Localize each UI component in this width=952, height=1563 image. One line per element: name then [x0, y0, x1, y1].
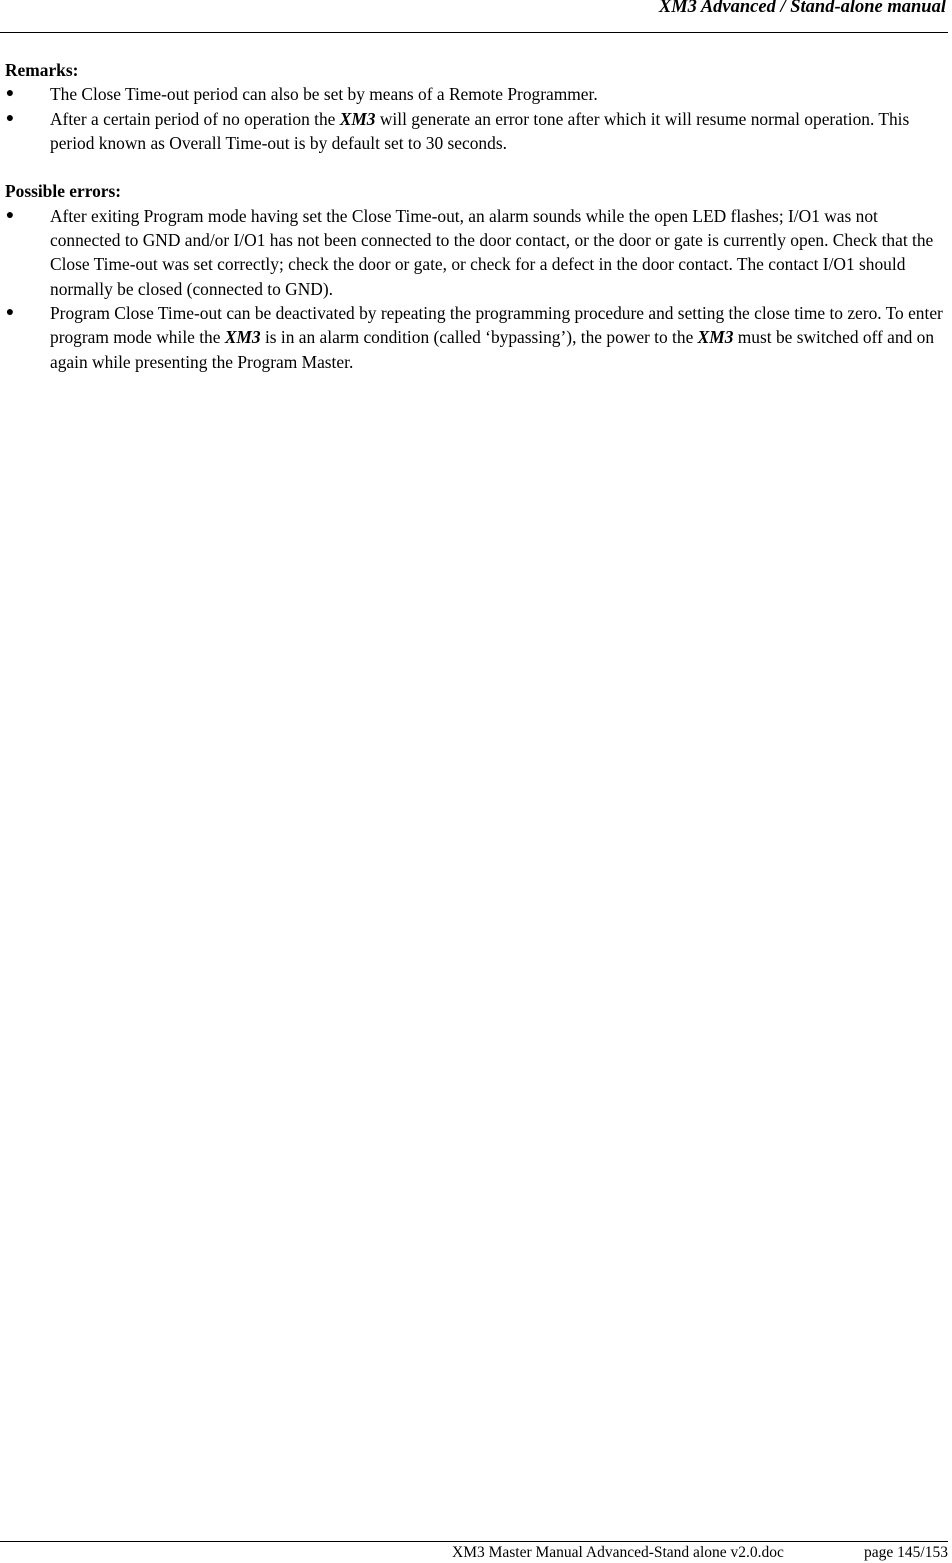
remark-text: The Close Time-out period can also be set by means of a Remote Programmer.	[50, 84, 598, 105]
remarks-heading: Remarks:	[5, 60, 79, 80]
error-text-part1: Program Close Time-out can be deactivated by repeating the programming procedure and setting the close time to zero. To enter program mode while the	[50, 302, 943, 348]
page-number: page 145/153	[864, 1544, 948, 1561]
error-text: After exiting Program mode having set the Close Time-out, an alarm sounds while the open LED flashes; I/O1 was not connected to GND and/or I/O1 has not been connected to the door contact, or the door or gate is currently open. Check that the Close Time-out was set correctly; check the door or gate, or check for a defect in the door contact. The contact I/O1 should normally be closed (connected to GND).	[50, 205, 934, 299]
remarks-list	[5, 82, 948, 155]
list-item	[5, 204, 948, 301]
product-name: XM3	[339, 108, 376, 129]
page-footer	[0, 1541, 948, 1561]
remark-text-start: After a certain period of no operation the	[50, 108, 340, 129]
product-name: XM3	[224, 327, 261, 348]
page-header	[0, 0, 948, 33]
list-item	[5, 82, 948, 106]
product-name: XM3	[697, 327, 734, 348]
errors-list	[5, 204, 948, 374]
bullet-icon: ●	[5, 304, 15, 320]
errors-heading: Possible errors:	[5, 181, 122, 202]
remark-text-end: will generate an error tone after which it will resume normal operation. This period known as Overall Time-out is by default set to 30 seconds.	[50, 108, 910, 153]
page-content	[5, 58, 948, 374]
list-item	[5, 107, 948, 156]
error-text-part2: is in an alarm condition (called ‘bypassing’), the power to the	[260, 327, 698, 348]
bullet-icon: ●	[5, 86, 15, 102]
header-title: XM3 Advanced / Stand-alone manual	[658, 0, 946, 17]
error-text-part3: must be switched off and on again while presenting the Program Master.	[50, 327, 935, 372]
bullet-icon: ●	[5, 207, 15, 223]
list-item	[5, 301, 948, 374]
footer-document-name: XM3 Master Manual Advanced-Stand alone v2.0.doc	[452, 1544, 784, 1561]
bullet-icon: ●	[5, 110, 15, 126]
section-spacer	[5, 155, 948, 179]
